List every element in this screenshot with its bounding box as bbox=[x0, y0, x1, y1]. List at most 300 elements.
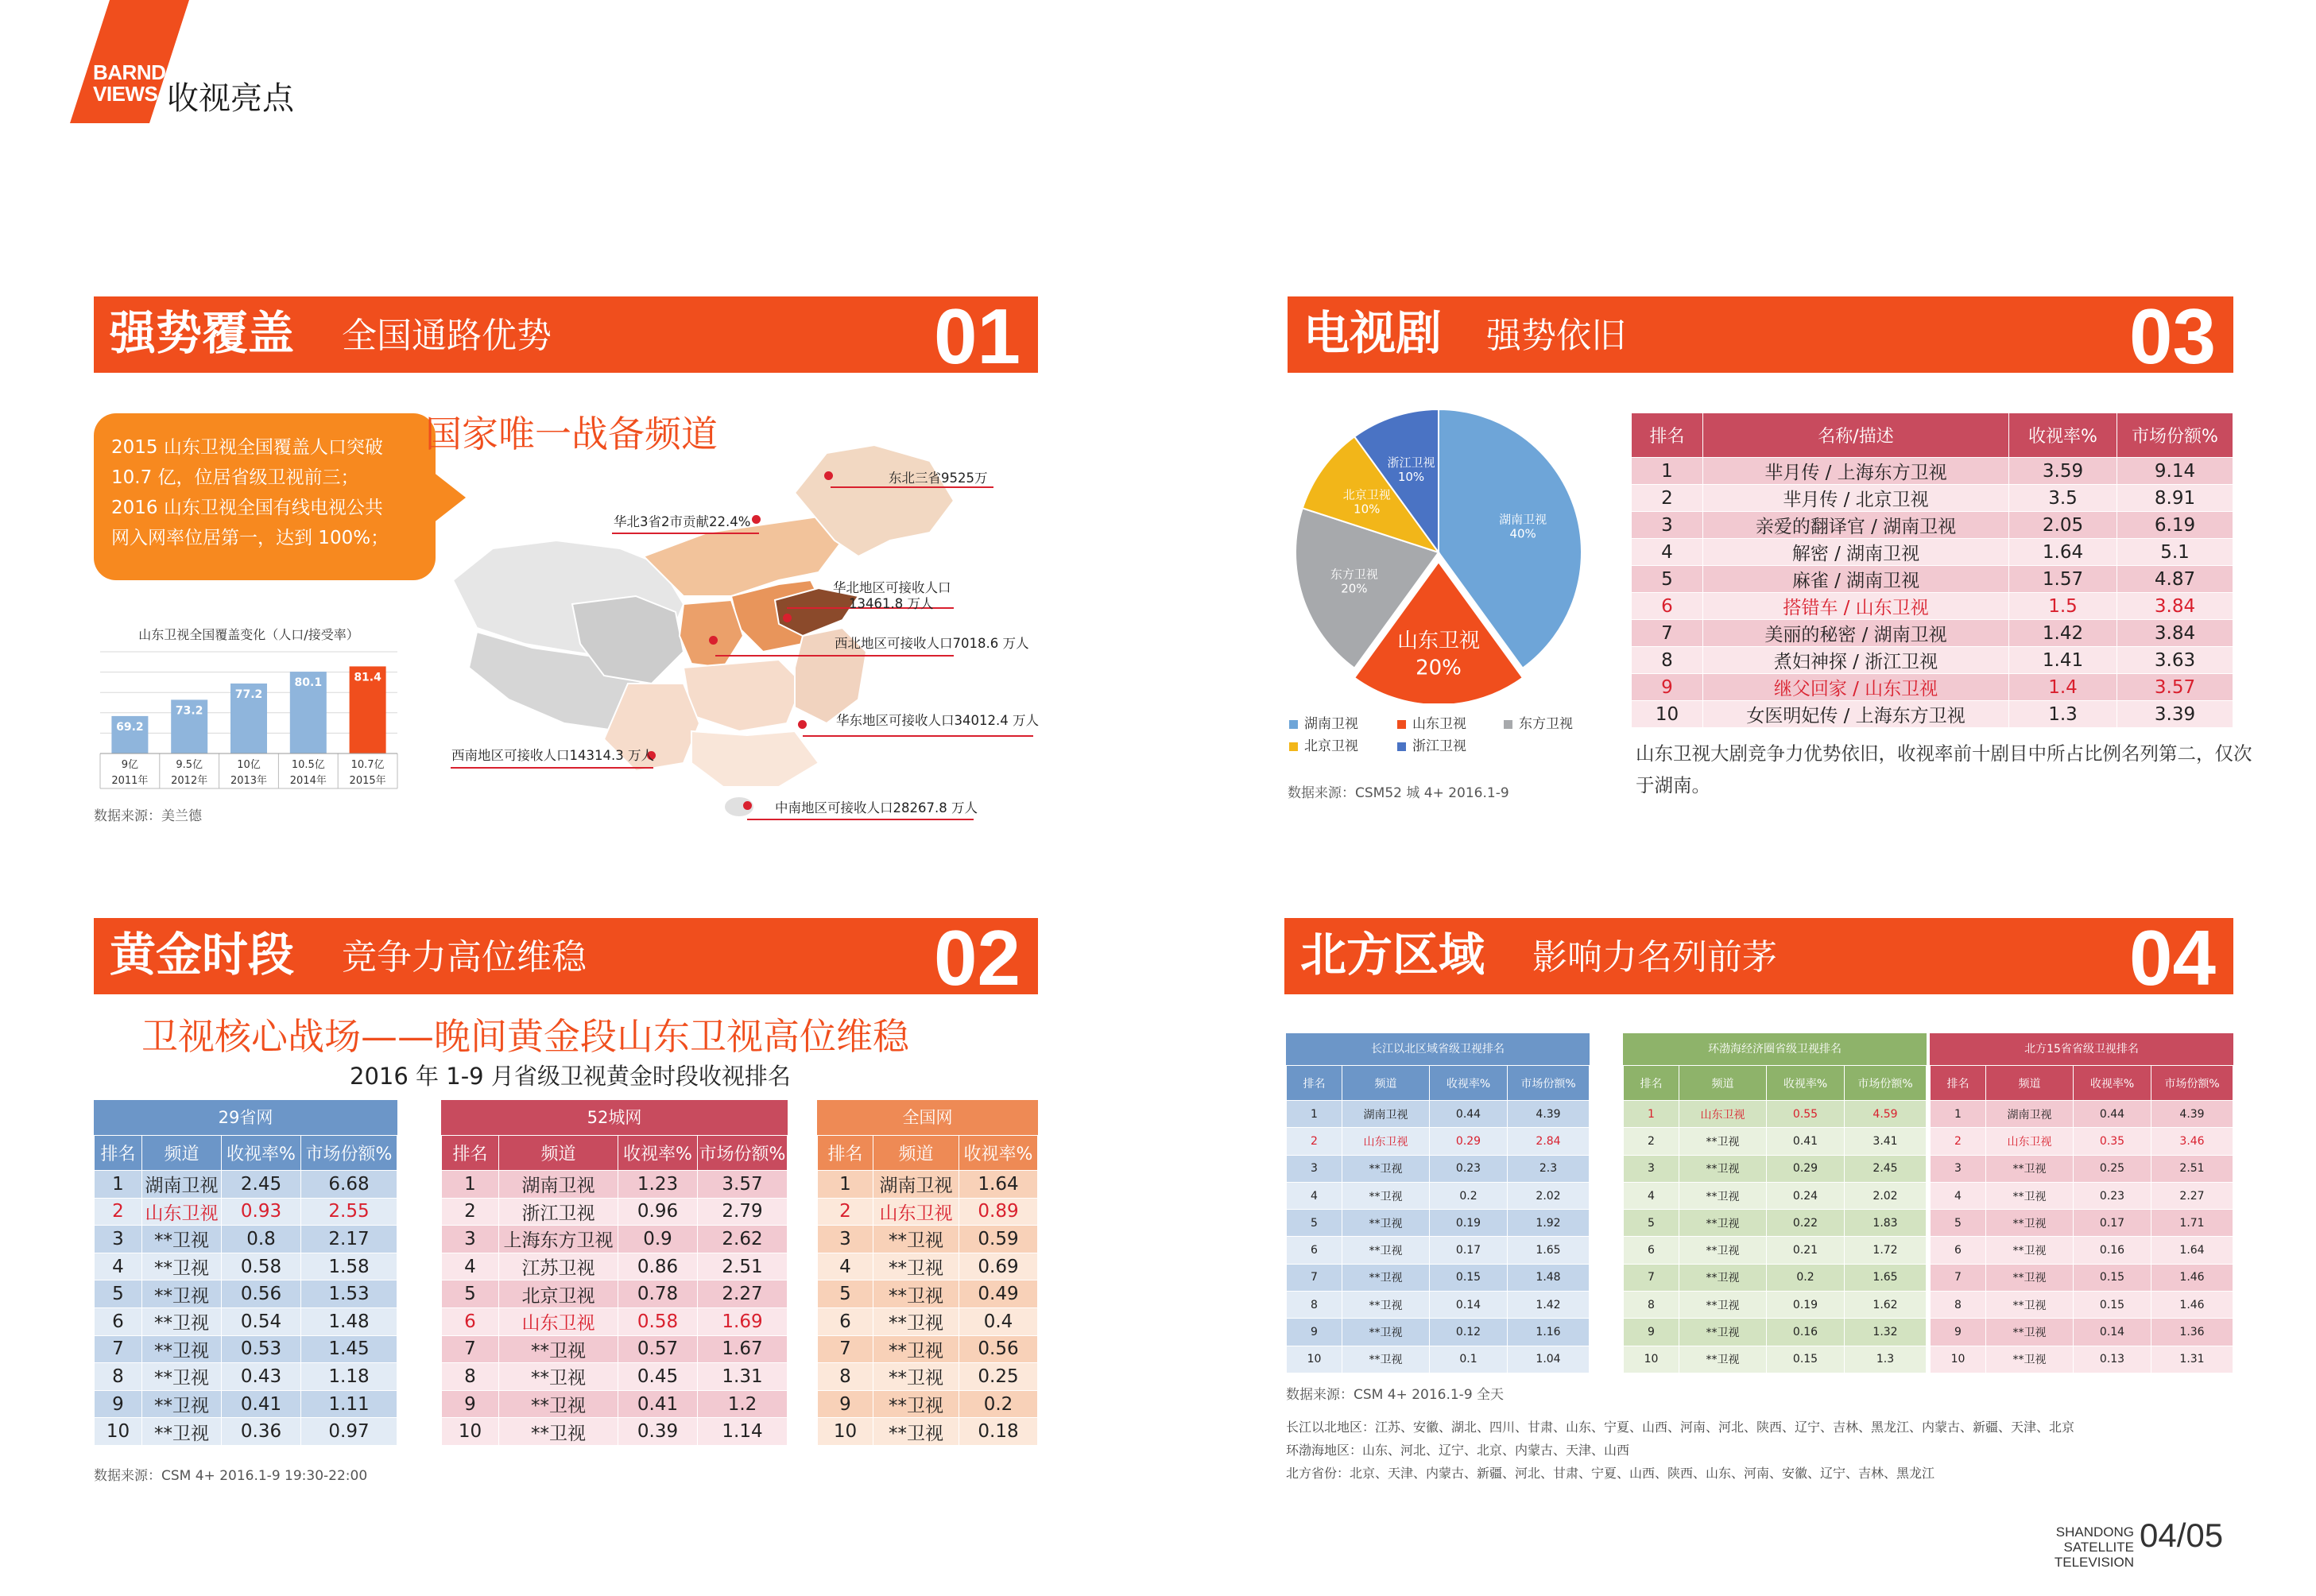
table-cell: 1.46 bbox=[2151, 1264, 2233, 1291]
table-cell: 0.44 bbox=[2074, 1101, 2151, 1128]
table-row bbox=[818, 1226, 1038, 1253]
table-row bbox=[1624, 1237, 1927, 1264]
table-cell: **卫视 bbox=[1679, 1182, 1767, 1209]
table-row bbox=[1287, 1128, 1590, 1155]
col-header: 市场份额% bbox=[2151, 1066, 2233, 1101]
legend-swatch bbox=[1397, 742, 1406, 751]
table-cell: **卫视 bbox=[873, 1335, 959, 1363]
table-cell: 煮妇神探 / 浙江卫视 bbox=[1703, 647, 2009, 674]
col-header: 市场份额% bbox=[1845, 1066, 1927, 1101]
table-cell: **卫视 bbox=[873, 1418, 959, 1446]
table-cell: 0.41 bbox=[1767, 1128, 1845, 1155]
table-caption: 29省网 bbox=[94, 1100, 397, 1135]
table-cell: 3.84 bbox=[2117, 620, 2233, 647]
section-subtitle: 全国通路优势 bbox=[342, 316, 552, 356]
col-header: 市场份额% bbox=[698, 1136, 788, 1171]
footer-brand bbox=[1999, 1524, 2134, 1570]
legend-label: 北京卫视 bbox=[1304, 738, 1358, 754]
table-cell: 5 bbox=[818, 1280, 873, 1308]
category-label: 9.5亿 bbox=[176, 759, 203, 771]
table-cell: 2.02 bbox=[1508, 1182, 1590, 1209]
section-number: 04 bbox=[2128, 914, 2216, 1001]
table-cell: 2 bbox=[442, 1198, 499, 1226]
table-cell: 湖南卫视 bbox=[873, 1171, 959, 1199]
table-cell: 1 bbox=[1624, 1101, 1679, 1128]
table-cell: 2.79 bbox=[698, 1198, 788, 1226]
table-cell: 8.91 bbox=[2117, 485, 2233, 512]
table-cell: 0.89 bbox=[959, 1198, 1038, 1226]
map-line-south bbox=[747, 819, 974, 820]
prime-table-29 bbox=[94, 1100, 397, 1446]
table-cell: 8 bbox=[1287, 1292, 1342, 1319]
table-cell: **卫视 bbox=[1342, 1292, 1430, 1319]
table-cell: 0.16 bbox=[1767, 1319, 1845, 1346]
table-cell: 2.17 bbox=[301, 1226, 397, 1253]
table-cell: 3 bbox=[1632, 512, 1703, 539]
table-cell: **卫视 bbox=[1986, 1292, 2074, 1319]
table-row bbox=[95, 1226, 397, 1253]
table-cell: 0.21 bbox=[1767, 1237, 1845, 1264]
table-row bbox=[442, 1307, 788, 1335]
table-cell: 1.62 bbox=[1845, 1292, 1927, 1319]
legend-item-shandong bbox=[1397, 712, 1466, 732]
table-cell: **卫视 bbox=[1679, 1292, 1767, 1319]
table-row bbox=[1931, 1210, 2233, 1237]
map-line-north bbox=[612, 533, 759, 534]
col-header: 排名 bbox=[818, 1136, 873, 1171]
table-row bbox=[1624, 1264, 1927, 1291]
table-row bbox=[1632, 485, 2233, 512]
table-row bbox=[1287, 1182, 1590, 1209]
table-cell: 2.02 bbox=[1845, 1182, 1927, 1209]
bar-value-label: 69.2 bbox=[116, 720, 144, 734]
table-cell: **卫视 bbox=[142, 1226, 222, 1253]
table-cell: 1.57 bbox=[2009, 566, 2117, 593]
drama-summary bbox=[1636, 738, 2252, 801]
pie-slice-label: 10% bbox=[1354, 502, 1381, 517]
section-title: 强势覆盖 bbox=[110, 306, 295, 360]
table-cell: 湖南卫视 bbox=[1986, 1101, 2074, 1128]
legend-item-dongfang bbox=[1504, 712, 1573, 732]
table-cell: **卫视 bbox=[142, 1307, 222, 1335]
table-cell: 7 bbox=[818, 1335, 873, 1363]
pie-source: 数据来源：CSM52 城 4+ 2016.1-9 bbox=[1288, 785, 1509, 801]
table-cell: 0.14 bbox=[2074, 1319, 2151, 1346]
table-cell: **卫视 bbox=[1679, 1210, 1767, 1237]
map-label-huabei-2: 13461.8 万人 bbox=[849, 596, 934, 611]
table-cell: 江苏卫视 bbox=[499, 1253, 618, 1280]
table-row bbox=[1624, 1319, 1927, 1346]
table-cell: 6.19 bbox=[2117, 512, 2233, 539]
table-cell: 0.57 bbox=[618, 1335, 698, 1363]
table-cell: 0.15 bbox=[1430, 1264, 1508, 1291]
prime-table-52 bbox=[441, 1100, 788, 1446]
table-cell: 0.2 bbox=[1767, 1264, 1845, 1291]
table-cell: 湖南卫视 bbox=[1342, 1101, 1430, 1128]
table-cell: 1.5 bbox=[2009, 593, 2117, 620]
col-header: 频道 bbox=[142, 1136, 222, 1171]
table-cell: **卫视 bbox=[1679, 1155, 1767, 1182]
map-line-northwest bbox=[715, 655, 954, 657]
table-row bbox=[442, 1390, 788, 1418]
table-cell: 1.32 bbox=[1845, 1319, 1927, 1346]
table-cell: 0.14 bbox=[1430, 1292, 1508, 1319]
table-cell: 3 bbox=[818, 1226, 873, 1253]
table-cell: 0.39 bbox=[618, 1418, 698, 1446]
table-cell: 0.15 bbox=[1767, 1346, 1845, 1373]
table-cell: 0.41 bbox=[618, 1390, 698, 1418]
map-label-northwest: 西北地区可接收人口7018.6 万人 bbox=[835, 636, 1029, 651]
table-cell: 5 bbox=[1624, 1210, 1679, 1237]
table-row bbox=[442, 1363, 788, 1391]
col-header: 收视率% bbox=[2074, 1066, 2151, 1101]
map-label-north: 华北3省2市贡献22.4% bbox=[614, 514, 751, 529]
section-number: 02 bbox=[933, 914, 1021, 1001]
table-cell: 4.39 bbox=[2151, 1101, 2233, 1128]
table-row bbox=[95, 1390, 397, 1418]
table-row bbox=[1624, 1182, 1927, 1209]
table-cell: 0.17 bbox=[1430, 1237, 1508, 1264]
table-cell: 8 bbox=[95, 1363, 142, 1391]
table-cell: 0.45 bbox=[618, 1363, 698, 1391]
table-cell: 0.69 bbox=[959, 1253, 1038, 1280]
table-row bbox=[818, 1253, 1038, 1280]
table-row bbox=[818, 1198, 1038, 1226]
table-row bbox=[95, 1171, 397, 1199]
table-cell: 6 bbox=[1624, 1237, 1679, 1264]
table-cell: 0.55 bbox=[1767, 1101, 1845, 1128]
table-cell: 美丽的秘密 / 湖南卫视 bbox=[1703, 620, 2009, 647]
section-bar-04 bbox=[1284, 914, 2233, 1001]
table-row bbox=[1931, 1155, 2233, 1182]
map-dot-northeast bbox=[824, 471, 833, 480]
summary-line: 山东卫视大剧竞争力优势依旧，收视率前十剧目中所占比例名列第二，仅次 bbox=[1636, 742, 2252, 765]
prime-headline: 卫视核心战场——晚间黄金段山东卫视高位维稳 bbox=[141, 1015, 909, 1058]
table-cell: 山东卫视 bbox=[142, 1198, 222, 1226]
table-cell: **卫视 bbox=[1986, 1155, 2074, 1182]
table-cell: **卫视 bbox=[1342, 1155, 1430, 1182]
table-row bbox=[95, 1363, 397, 1391]
table-cell: 5 bbox=[1632, 566, 1703, 593]
table-cell: 2 bbox=[1624, 1128, 1679, 1155]
table-cell: 7 bbox=[1931, 1264, 1986, 1291]
table-row bbox=[95, 1418, 397, 1446]
table-row bbox=[1624, 1346, 1927, 1373]
table-cell: 山东卫视 bbox=[873, 1198, 959, 1226]
table-cell: **卫视 bbox=[1986, 1237, 2074, 1264]
drama-pie-chart bbox=[1288, 401, 1590, 703]
table-cell: 0.41 bbox=[222, 1390, 301, 1418]
table-cell: 搭错车 / 山东卫视 bbox=[1703, 593, 2009, 620]
table-cell: 8 bbox=[818, 1363, 873, 1391]
table-cell: 2 bbox=[95, 1198, 142, 1226]
coverage-bar-chart bbox=[94, 620, 404, 795]
table-row bbox=[95, 1198, 397, 1226]
table-cell: 亲爱的翻译官 / 湖南卫视 bbox=[1703, 512, 2009, 539]
table-cell: **卫视 bbox=[142, 1253, 222, 1280]
table-cell: **卫视 bbox=[873, 1253, 959, 1280]
bar-value-label: 80.1 bbox=[294, 676, 323, 690]
section-bar-03 bbox=[1288, 292, 2233, 380]
bubble-line: 2015 山东卫视全国覆盖人口突破 bbox=[111, 437, 383, 458]
section-title: 黄金时段 bbox=[110, 928, 295, 982]
table-cell: 0.17 bbox=[2074, 1210, 2151, 1237]
table-row bbox=[1931, 1237, 2233, 1264]
table-cell: 1.31 bbox=[2151, 1346, 2233, 1373]
table-row bbox=[1287, 1155, 1590, 1182]
col-header: 市场份额% bbox=[1508, 1066, 1590, 1101]
table-cell: 5.1 bbox=[2117, 539, 2233, 566]
col-header: 名称/描述 bbox=[1703, 413, 2009, 458]
table-row bbox=[1624, 1101, 1927, 1128]
table-cell: 0.97 bbox=[301, 1418, 397, 1446]
col-header: 收视率% bbox=[1430, 1066, 1508, 1101]
chart-title: 山东卫视全国覆盖变化（人口/接受率） bbox=[138, 627, 359, 642]
table-cell: 4.59 bbox=[1845, 1101, 1927, 1128]
table-cell: 10 bbox=[1287, 1346, 1342, 1373]
north-table-yangtze bbox=[1286, 1033, 1590, 1373]
table-cell: 8 bbox=[1931, 1292, 1986, 1319]
table-cell: **卫视 bbox=[499, 1335, 618, 1363]
table-cell: 1 bbox=[95, 1171, 142, 1199]
table-row bbox=[818, 1307, 1038, 1335]
table-cell: 2.05 bbox=[2009, 512, 2117, 539]
table-cell: **卫视 bbox=[1679, 1128, 1767, 1155]
bubble-line: 10.7 亿，位居省级卫视前三； bbox=[111, 467, 359, 488]
table-cell: 山东卫视 bbox=[499, 1307, 618, 1335]
table-cell: 2.3 bbox=[1508, 1155, 1590, 1182]
section-title: 电视剧 bbox=[1303, 306, 1443, 360]
table-cell: 0.93 bbox=[222, 1198, 301, 1226]
table-cell: 1.14 bbox=[698, 1418, 788, 1446]
table-cell: 1.23 bbox=[618, 1171, 698, 1199]
table-cell: 2 bbox=[818, 1198, 873, 1226]
table-cell: 1.16 bbox=[1508, 1319, 1590, 1346]
table-cell: 7 bbox=[1624, 1264, 1679, 1291]
table-cell: 2.55 bbox=[301, 1198, 397, 1226]
table-cell: **卫视 bbox=[1679, 1346, 1767, 1373]
table-row bbox=[818, 1363, 1038, 1391]
table-cell: 2.51 bbox=[698, 1253, 788, 1280]
table-cell: 0.9 bbox=[618, 1226, 698, 1253]
table-cell: 1 bbox=[1632, 458, 1703, 485]
table-cell: 6 bbox=[1632, 593, 1703, 620]
table-cell: **卫视 bbox=[142, 1418, 222, 1446]
col-header: 排名 bbox=[442, 1136, 499, 1171]
table-cell: 0.59 bbox=[959, 1226, 1038, 1253]
table-row bbox=[1632, 566, 2233, 593]
table-cell: 浙江卫视 bbox=[499, 1198, 618, 1226]
table-cell: 6 bbox=[1287, 1237, 1342, 1264]
table-cell: 湖南卫视 bbox=[142, 1171, 222, 1199]
table-cell: 0.53 bbox=[222, 1335, 301, 1363]
table-cell: 1.3 bbox=[1845, 1346, 1927, 1373]
table-row bbox=[1931, 1128, 2233, 1155]
col-header: 市场份额% bbox=[2117, 413, 2233, 458]
table-cell: 0.2 bbox=[959, 1390, 1038, 1418]
table-cell: 1.11 bbox=[301, 1390, 397, 1418]
table-cell: 解密 / 湖南卫视 bbox=[1703, 539, 2009, 566]
table-row bbox=[95, 1253, 397, 1280]
table-cell: 山东卫视 bbox=[1342, 1128, 1430, 1155]
table-cell: 0.29 bbox=[1430, 1128, 1508, 1155]
table-cell: 0.54 bbox=[222, 1307, 301, 1335]
table-cell: 4 bbox=[1624, 1182, 1679, 1209]
table-cell: 2.62 bbox=[698, 1226, 788, 1253]
table-cell: 5 bbox=[1931, 1210, 1986, 1237]
table-cell: 9 bbox=[818, 1390, 873, 1418]
table-row bbox=[442, 1335, 788, 1363]
table-cell: 继父回家 / 山东卫视 bbox=[1703, 674, 2009, 701]
table-caption: 52城网 bbox=[441, 1100, 788, 1135]
table-cell: 0.23 bbox=[2074, 1182, 2151, 1209]
table-cell: 1.64 bbox=[959, 1171, 1038, 1199]
table-cell: 2.27 bbox=[2151, 1182, 2233, 1209]
legend-label: 山东卫视 bbox=[1412, 716, 1466, 732]
table-cell: **卫视 bbox=[873, 1363, 959, 1391]
table-row bbox=[442, 1253, 788, 1280]
table-cell: 1.92 bbox=[1508, 1210, 1590, 1237]
drama-table bbox=[1631, 413, 2233, 728]
table-row bbox=[1287, 1210, 1590, 1237]
legend-swatch bbox=[1289, 742, 1298, 751]
table-cell: 1.46 bbox=[2151, 1292, 2233, 1319]
table-cell: 3 bbox=[1931, 1155, 1986, 1182]
table-cell: 2.84 bbox=[1508, 1128, 1590, 1155]
summary-line: 于湖南。 bbox=[1636, 774, 1710, 796]
table-cell: 9 bbox=[1624, 1319, 1679, 1346]
table-row bbox=[1632, 647, 2233, 674]
map-line-southwest bbox=[451, 767, 653, 769]
table-row bbox=[95, 1335, 397, 1363]
table-row bbox=[1287, 1319, 1590, 1346]
table-row bbox=[1632, 593, 2233, 620]
category-label: 2011年 bbox=[111, 775, 149, 787]
table-cell: 3.46 bbox=[2151, 1128, 2233, 1155]
table-cell: 0.35 bbox=[2074, 1128, 2151, 1155]
table-cell: 3.39 bbox=[2117, 701, 2233, 728]
table-cell: **卫视 bbox=[1986, 1264, 2074, 1291]
table-cell: 2.45 bbox=[222, 1171, 301, 1199]
table-cell: 1.4 bbox=[2009, 674, 2117, 701]
table-cell: 6 bbox=[442, 1307, 499, 1335]
table-cell: 4.87 bbox=[2117, 566, 2233, 593]
map-dot-huabei bbox=[783, 614, 792, 622]
table-cell: 2 bbox=[1287, 1128, 1342, 1155]
pie-slice-name: 东方卫视 bbox=[1330, 567, 1378, 582]
legend-item-zhejiang bbox=[1397, 734, 1466, 754]
table-cell: 0.96 bbox=[618, 1198, 698, 1226]
category-label: 10亿 bbox=[237, 759, 261, 771]
col-header: 排名 bbox=[95, 1136, 142, 1171]
table-cell: 2 bbox=[1632, 485, 1703, 512]
table-cell: 6.68 bbox=[301, 1171, 397, 1199]
table-cell: **卫视 bbox=[1986, 1319, 2074, 1346]
table-row bbox=[442, 1280, 788, 1308]
table-cell: 9 bbox=[1632, 674, 1703, 701]
logo-line-2: VIEWS bbox=[93, 82, 158, 106]
map-label-huabei-1: 华北地区可接收人口 bbox=[833, 580, 951, 595]
table-cell: 1.67 bbox=[698, 1335, 788, 1363]
section-subtitle: 强势依旧 bbox=[1486, 316, 1626, 356]
table-cell: 0.12 bbox=[1430, 1319, 1508, 1346]
table-cell: 6 bbox=[95, 1307, 142, 1335]
table-row bbox=[818, 1335, 1038, 1363]
footer-brand-line: SHANDONG bbox=[2055, 1524, 2134, 1540]
legend-swatch bbox=[1397, 720, 1406, 729]
coverage-bubble bbox=[94, 413, 436, 580]
table-cell: 女医明妃传 / 上海东方卫视 bbox=[1703, 701, 2009, 728]
table-row bbox=[1632, 458, 2233, 485]
legend-swatch bbox=[1289, 720, 1298, 729]
table-row bbox=[1624, 1292, 1927, 1319]
bar-value-label: 81.4 bbox=[354, 671, 381, 684]
table-cell: 湖南卫视 bbox=[499, 1171, 618, 1199]
table-row bbox=[1632, 674, 2233, 701]
table-cell: **卫视 bbox=[142, 1335, 222, 1363]
table-cell: 5 bbox=[442, 1280, 499, 1308]
table-cell: 3.5 bbox=[2009, 485, 2117, 512]
table-cell: 1 bbox=[442, 1171, 499, 1199]
table-row bbox=[1632, 701, 2233, 728]
table-cell: 2.27 bbox=[698, 1280, 788, 1308]
table-cell: 3.63 bbox=[2117, 647, 2233, 674]
table-cell: **卫视 bbox=[1342, 1237, 1430, 1264]
table-cell: 10 bbox=[1931, 1346, 1986, 1373]
category-label: 10.5亿 bbox=[291, 759, 325, 771]
table-cell: 1.41 bbox=[2009, 647, 2117, 674]
table-cell: 3 bbox=[1624, 1155, 1679, 1182]
pie-slice-label: 10% bbox=[1397, 469, 1425, 484]
table-cell: 2 bbox=[1931, 1128, 1986, 1155]
table-row bbox=[1287, 1264, 1590, 1291]
page-number: 04/05 bbox=[2140, 1517, 2224, 1554]
table-cell: 0.8 bbox=[222, 1226, 301, 1253]
table-row bbox=[1931, 1319, 2233, 1346]
north-table-bohai bbox=[1623, 1033, 1927, 1373]
table-row bbox=[1931, 1292, 2233, 1319]
table-row bbox=[95, 1307, 397, 1335]
table-cell: **卫视 bbox=[1679, 1264, 1767, 1291]
table-cell: 3.41 bbox=[1845, 1128, 1927, 1155]
table-cell: 1.45 bbox=[301, 1335, 397, 1363]
table-cell: 1.53 bbox=[301, 1280, 397, 1308]
table-cell: 1.72 bbox=[1845, 1237, 1927, 1264]
table-row bbox=[442, 1226, 788, 1253]
table-cell: 7 bbox=[95, 1335, 142, 1363]
table-cell: **卫视 bbox=[499, 1418, 618, 1446]
table-cell: 3 bbox=[1287, 1155, 1342, 1182]
table-cell: 1.31 bbox=[698, 1363, 788, 1391]
table-cell: **卫视 bbox=[1679, 1237, 1767, 1264]
legend-label: 浙江卫视 bbox=[1412, 738, 1466, 754]
table-cell: 6 bbox=[818, 1307, 873, 1335]
table-cell: 5 bbox=[95, 1280, 142, 1308]
table-cell: 8 bbox=[442, 1363, 499, 1391]
table-cell: 9 bbox=[95, 1390, 142, 1418]
table-cell: 芈月传 / 北京卫视 bbox=[1703, 485, 2009, 512]
table-cell: 1.04 bbox=[1508, 1346, 1590, 1373]
table-cell: **卫视 bbox=[142, 1363, 222, 1391]
table-cell: **卫视 bbox=[499, 1363, 618, 1391]
map-label-southwest: 西南地区可接收人口14314.3 万人 bbox=[451, 748, 654, 763]
table-row bbox=[818, 1171, 1038, 1199]
table-cell: 1.3 bbox=[2009, 701, 2117, 728]
table-cell: 3.59 bbox=[2009, 458, 2117, 485]
map-dot-south bbox=[743, 801, 752, 810]
table-cell: **卫视 bbox=[1342, 1210, 1430, 1237]
table-cell: 0.56 bbox=[222, 1280, 301, 1308]
